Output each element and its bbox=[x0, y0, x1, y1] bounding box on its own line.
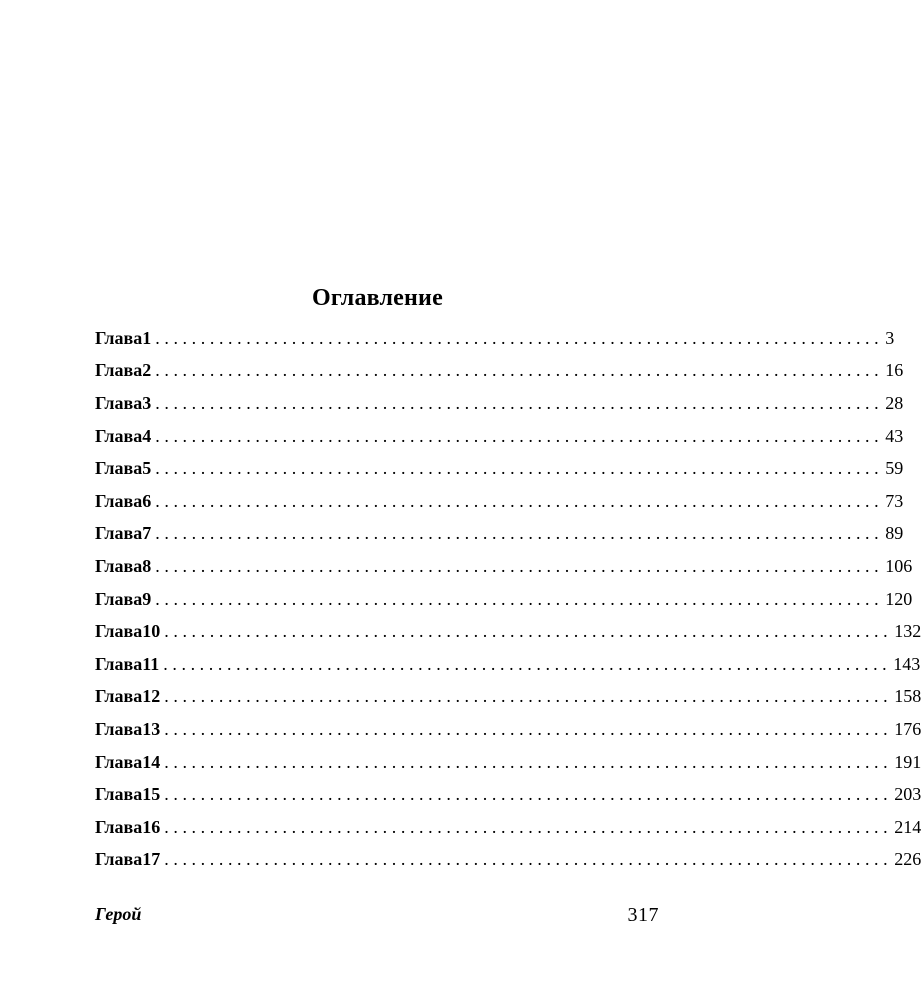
toc-entry[interactable] bbox=[95, 746, 921, 779]
toc-entry-label: Глава bbox=[95, 523, 143, 544]
toc-leader-dots: ................................................................................ bbox=[155, 588, 884, 609]
toc-leader-dots: ................................................................................ bbox=[164, 621, 893, 642]
toc-entry-number: 11 bbox=[142, 653, 160, 674]
toc-entry-number: 2 bbox=[142, 360, 152, 381]
toc-entry-number: 14 bbox=[142, 751, 161, 772]
toc-leader-dots: ................................................................................ bbox=[163, 653, 892, 674]
toc-entry-label: Глава bbox=[95, 751, 143, 772]
toc-entry-label: Глава bbox=[95, 621, 143, 642]
toc-entry-label: Глава bbox=[95, 327, 143, 348]
toc-entry-number: 17 bbox=[142, 849, 161, 870]
toc-entry-page: 132 bbox=[894, 621, 921, 642]
toc-entry[interactable] bbox=[95, 681, 921, 714]
toc-entry-page: 158 bbox=[894, 686, 921, 707]
toc-leader-dots: ................................................................................ bbox=[164, 784, 893, 805]
toc-leader-dots: ................................................................................ bbox=[155, 327, 884, 348]
toc-entry-number: 9 bbox=[142, 588, 152, 609]
running-title: Герой bbox=[95, 904, 142, 924]
toc-leader-dots: ................................................................................ bbox=[155, 425, 884, 446]
toc-entry-label: Глава bbox=[95, 718, 143, 739]
toc-entry-number: 8 bbox=[142, 555, 152, 576]
toc-entry-label: Глава bbox=[95, 458, 143, 479]
toc-entry-label: Глава bbox=[95, 816, 143, 837]
toc-entry-page: 73 bbox=[885, 490, 904, 511]
toc-entry-page: 191 bbox=[894, 751, 921, 772]
toc-entry-label: Глава bbox=[95, 784, 143, 805]
toc-entry-label: Глава bbox=[95, 686, 143, 707]
toc-entry-number: 6 bbox=[142, 490, 152, 511]
toc-leader-dots: ................................................................................ bbox=[164, 849, 893, 870]
toc-entry-page: 89 bbox=[885, 523, 904, 544]
toc-entry-label: Глава bbox=[95, 555, 143, 576]
toc-entry-page: 120 bbox=[885, 588, 913, 609]
toc-leader-dots: ................................................................................ bbox=[164, 686, 893, 707]
toc-entry[interactable] bbox=[95, 844, 921, 877]
toc-entry-number: 5 bbox=[142, 458, 152, 479]
toc-entry-label: Глава bbox=[95, 653, 143, 674]
toc-entry[interactable] bbox=[95, 713, 921, 746]
toc-entry-label: Глава bbox=[95, 849, 143, 870]
toc-entry-number: 3 bbox=[142, 392, 152, 413]
toc-leader-dots: ................................................................................ bbox=[155, 490, 884, 511]
toc-entry-page: 43 bbox=[885, 425, 904, 446]
toc-entry-page: 16 bbox=[885, 360, 904, 381]
toc-entry[interactable] bbox=[95, 550, 913, 583]
toc-entry[interactable] bbox=[95, 811, 921, 844]
toc-entry[interactable] bbox=[95, 420, 904, 453]
toc-leader-dots: ................................................................................ bbox=[164, 751, 893, 772]
toc-entry[interactable] bbox=[95, 518, 904, 551]
toc-entry-page: 226 bbox=[894, 849, 921, 870]
toc-entry-label: Глава bbox=[95, 392, 143, 413]
toc-entry-number: 16 bbox=[142, 816, 161, 837]
page-number: 317 bbox=[627, 904, 659, 926]
toc-leader-dots: ................................................................................ bbox=[155, 360, 884, 381]
toc-entry-page: 59 bbox=[885, 458, 904, 479]
toc-entry-number: 1 bbox=[142, 327, 152, 348]
toc-entry[interactable] bbox=[95, 583, 913, 616]
toc-entry-page: 143 bbox=[893, 653, 921, 674]
toc-leader-dots: ................................................................................ bbox=[155, 523, 884, 544]
toc-entry-page: 106 bbox=[885, 555, 913, 576]
toc-entry-page: 214 bbox=[894, 816, 921, 837]
toc-leader-dots: ................................................................................ bbox=[164, 816, 893, 837]
toc-entry[interactable] bbox=[95, 322, 895, 355]
toc-entry[interactable] bbox=[95, 778, 921, 811]
toc-entry-number: 13 bbox=[142, 718, 161, 739]
toc-entry-number: 4 bbox=[142, 425, 152, 446]
toc-entry-number: 10 bbox=[142, 621, 161, 642]
toc-entry[interactable] bbox=[95, 485, 904, 518]
toc-leader-dots: ................................................................................ bbox=[155, 555, 884, 576]
toc-entry-number: 15 bbox=[142, 784, 161, 805]
toc-entry-label: Глава bbox=[95, 360, 143, 381]
toc-leader-dots: ................................................................................ bbox=[155, 392, 884, 413]
toc-entry-page: 3 bbox=[885, 327, 895, 348]
toc-entry[interactable] bbox=[95, 648, 921, 681]
toc-entry-label: Глава bbox=[95, 588, 143, 609]
toc-leader-dots: ................................................................................ bbox=[155, 458, 884, 479]
toc-entry-page: 203 bbox=[894, 784, 921, 805]
toc-entry[interactable] bbox=[95, 387, 904, 420]
toc-leader-dots: ................................................................................ bbox=[164, 718, 893, 739]
toc-entry[interactable] bbox=[95, 452, 904, 485]
toc-entry-label: Глава bbox=[95, 425, 143, 446]
toc-entry[interactable] bbox=[95, 615, 921, 648]
toc-entry-page: 28 bbox=[885, 392, 904, 413]
toc-title: Оглавление bbox=[312, 285, 443, 311]
toc-entry-page: 176 bbox=[894, 718, 921, 739]
toc-entry[interactable] bbox=[95, 355, 904, 388]
toc-entry-number: 7 bbox=[142, 523, 152, 544]
toc-entry-label: Глава bbox=[95, 490, 143, 511]
table-of-contents bbox=[95, 322, 921, 876]
toc-entry-number: 12 bbox=[142, 686, 161, 707]
